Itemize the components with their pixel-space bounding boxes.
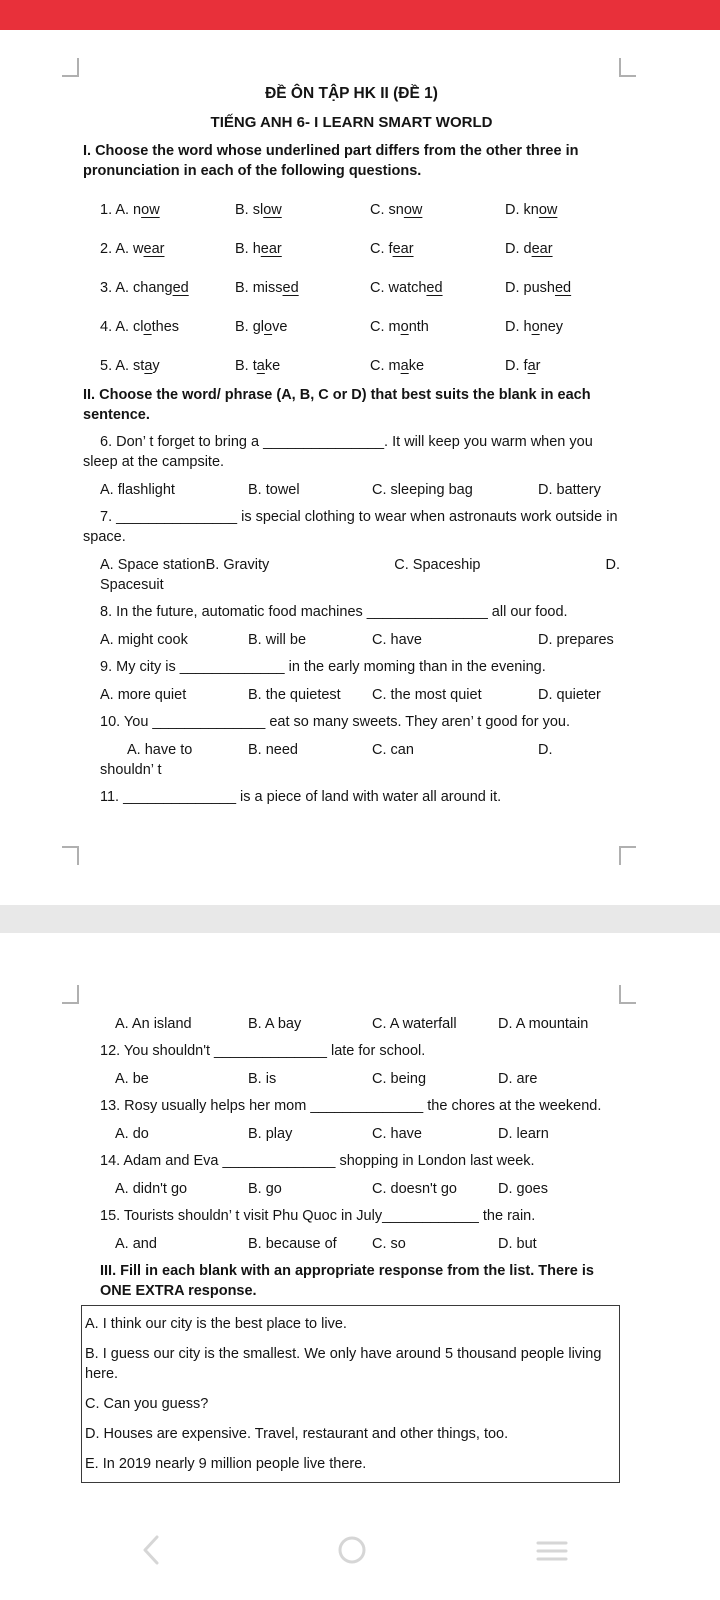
response-item-c: C. Can you guess? <box>85 1396 209 1412</box>
text-segment: D. f <box>505 358 528 374</box>
option-b: B. will be <box>248 632 307 648</box>
response-item-b: B. I guess our city is the smallest. We only have around 5 thousand people living here. <box>85 1346 602 1382</box>
corner-mark-icon <box>62 985 79 1004</box>
text-segment: ve <box>272 319 288 335</box>
text-segment: C. sn <box>370 202 404 218</box>
question-9-options <box>83 685 620 705</box>
question-8-stem: 8. In the future, automatic food machines _______________ all our food. <box>100 604 568 620</box>
option-a: A. be <box>115 1071 149 1087</box>
option-d: D. are <box>498 1071 538 1087</box>
doc-subtitle: TIẾNG ANH 6- I LEARN SMART WORLD <box>210 114 493 131</box>
option-d-label: D. <box>538 742 553 758</box>
text-segment: r <box>535 358 541 374</box>
underlined-segment: ow <box>403 202 423 218</box>
text-segment: A. chang <box>115 280 173 296</box>
text-segment: C. m <box>370 319 401 335</box>
pron-question-row <box>83 239 620 259</box>
underlined-segment: ed <box>282 280 299 296</box>
option-a: A. more quiet <box>100 687 187 703</box>
option-c: C. have <box>372 1126 422 1142</box>
underlined-segment: ow <box>538 202 558 218</box>
text-segment: B. miss <box>235 280 283 296</box>
option-a: A. flashlight <box>100 482 175 498</box>
pron-question-row <box>83 356 620 376</box>
question-7-stem: 7. _______________ is special clothing to wear when astronauts work outside in space. <box>83 509 618 545</box>
question-8-options <box>83 630 620 650</box>
back-button[interactable] <box>132 1530 172 1570</box>
option-d: D. A mountain <box>498 1016 589 1032</box>
pron-q2-option-c <box>370 239 505 259</box>
text-segment: nth <box>408 319 429 335</box>
pron-q4-option-b <box>235 317 370 337</box>
underlined-segment: o <box>143 319 152 335</box>
underlined-segment: a <box>256 358 265 374</box>
text-segment: D. push <box>505 280 555 296</box>
underlined-segment: ear <box>531 241 553 257</box>
question-15-stem: 15. Tourists shouldn’ t visit Phu Quoc in July____________ the rain. <box>100 1208 536 1224</box>
question-10-options-line2: shouldn’ t <box>100 762 162 778</box>
option-a: A. have to <box>127 742 193 758</box>
option-d: D. battery <box>538 482 601 498</box>
text-segment: D. kn <box>505 202 539 218</box>
text-segment: ke <box>408 358 425 374</box>
corner-mark-icon <box>62 846 79 865</box>
underlined-segment: ear <box>143 241 165 257</box>
option-b: B. towel <box>248 482 300 498</box>
question-13-options <box>83 1124 620 1144</box>
menu-lines-icon <box>532 1530 572 1570</box>
pron-q5-option-d <box>505 356 620 376</box>
pron-q1-option-d <box>505 200 620 220</box>
question-15-options <box>83 1234 620 1254</box>
corner-mark-icon <box>619 846 636 865</box>
underlined-segment: o <box>264 319 273 335</box>
question-12-stem: 12. You shouldn't ______________ late for school. <box>100 1043 426 1059</box>
option-a: A. An island <box>115 1016 192 1032</box>
option-d: D. but <box>498 1236 537 1252</box>
underlined-segment: a <box>400 358 409 374</box>
option-a: A. and <box>115 1236 157 1252</box>
question-13-stem: 13. Rosy usually helps her mom ______________ the chores at the weekend. <box>100 1098 602 1114</box>
option-c: C. A waterfall <box>372 1016 457 1032</box>
text-segment: D. h <box>505 319 532 335</box>
underlined-segment: o <box>400 319 409 335</box>
option-c: C. so <box>372 1236 406 1252</box>
option-c: C. doesn't go <box>372 1181 457 1197</box>
option-c: C. have <box>372 632 422 648</box>
option-c: C. the most quiet <box>372 687 482 703</box>
chevron-left-icon <box>132 1530 172 1570</box>
question-6-options <box>83 480 620 500</box>
underlined-segment: ow <box>263 202 282 218</box>
corner-mark-icon <box>619 985 636 1004</box>
option-d: D. quieter <box>538 687 601 703</box>
pron-q5-option-c <box>370 356 505 376</box>
pron-q2-option-b <box>235 239 370 259</box>
pron-q5-option-b <box>235 356 370 376</box>
text-segment: C. f <box>370 241 393 257</box>
recents-button[interactable] <box>532 1530 572 1570</box>
question-number: 5. <box>100 358 113 374</box>
underlined-segment: ed <box>554 280 572 296</box>
question-6-stem: 6. Don’ t forget to bring a _______________. It will keep you warm when you sleep at the campsite. <box>83 434 593 470</box>
underlined-segment: a <box>527 358 536 374</box>
option-a: A. do <box>115 1126 149 1142</box>
question-7-options-line1 <box>83 555 620 575</box>
question-number: 1. <box>100 202 113 218</box>
navigation-bar <box>0 1528 720 1572</box>
underlined-segment: ear <box>260 241 282 257</box>
text-segment: B. sl <box>235 202 264 218</box>
option-c: C. being <box>372 1071 427 1087</box>
pron-q3-option-c <box>370 278 505 298</box>
question-number: 3. <box>100 280 113 296</box>
response-item-a: A. I think our city is the best place to live. <box>85 1316 347 1332</box>
underlined-segment: ear <box>392 241 414 257</box>
question-number: 4. <box>100 319 113 335</box>
question-10-stem: 10. You ______________ eat so many sweets. They aren’ t good for you. <box>100 714 570 730</box>
text-segment: B. t <box>235 358 257 374</box>
question-number: 2. <box>100 241 113 257</box>
pron-q4-option-c <box>370 317 505 337</box>
section1-heading: I. Choose the word whose underlined part differs from the other three in pronunciation in each of the following questions. <box>83 143 579 179</box>
option-d: D. goes <box>498 1181 548 1197</box>
option-b: B. is <box>248 1071 277 1087</box>
pron-q3-option-b <box>235 278 370 298</box>
option-d-label: D. <box>605 557 620 573</box>
question-11-stem: 11. ______________ is a piece of land with water all around it. <box>100 789 502 805</box>
page-separator <box>0 905 720 933</box>
corner-mark-icon <box>62 58 79 77</box>
option-a: A. might cook <box>100 632 188 648</box>
text-segment: ke <box>264 358 281 374</box>
option-c: C. sleeping bag <box>372 482 473 498</box>
pron-q5-option-a <box>100 356 235 376</box>
option-a-b: A. Space stationB. Gravity <box>100 557 270 573</box>
pron-q2-option-d <box>505 239 620 259</box>
question-14-options <box>83 1179 620 1199</box>
text-segment: ney <box>539 319 564 335</box>
pron-q3-option-d <box>505 278 620 298</box>
pron-q1-option-a <box>100 200 235 220</box>
pron-question-row <box>83 200 620 220</box>
pron-q2-option-a <box>100 239 235 259</box>
text-segment: C. watch <box>370 280 427 296</box>
pron-question-row <box>83 317 620 337</box>
underlined-segment: o <box>531 319 540 335</box>
option-b: B. go <box>248 1181 282 1197</box>
question-11-options <box>83 1014 620 1034</box>
text-segment: B. h <box>235 241 261 257</box>
response-item-d: D. Houses are expensive. Travel, restaurant and other things, too. <box>85 1426 509 1442</box>
doc-title: ĐỀ ÔN TẬP HK II (ĐỀ 1) <box>265 85 438 102</box>
question-9-stem: 9. My city is _____________ in the early moming than in the evening. <box>100 659 546 675</box>
underlined-segment: ed <box>426 280 443 296</box>
pron-q1-option-c <box>370 200 505 220</box>
text-segment: B. gl <box>235 319 265 335</box>
option-b: B. play <box>248 1126 293 1142</box>
circle-icon <box>332 1530 372 1570</box>
section2-heading: II. Choose the word/ phrase (A, B, C or D) that best suits the blank in each sentence. <box>83 387 591 423</box>
pron-q3-option-a <box>100 278 235 298</box>
text-segment: D. d <box>505 241 532 257</box>
text-segment: thes <box>151 319 180 335</box>
home-button[interactable] <box>332 1530 372 1570</box>
pron-q1-option-b <box>235 200 370 220</box>
status-bar <box>0 0 720 30</box>
pron-q4-option-a <box>100 317 235 337</box>
option-b: B. need <box>248 742 298 758</box>
option-b: B. A bay <box>248 1016 302 1032</box>
responses-box <box>81 1305 620 1483</box>
underlined-segment: ed <box>172 280 189 296</box>
corner-mark-icon <box>619 58 636 77</box>
document-scroll-area[interactable] <box>0 30 720 1490</box>
underlined-segment: a <box>144 358 153 374</box>
text-segment: y <box>152 358 160 374</box>
text-segment: A. st <box>115 358 145 374</box>
response-item-e: E. In 2019 nearly 9 million people live there. <box>85 1456 367 1472</box>
underlined-segment: ow <box>141 202 160 218</box>
option-c: C. Spaceship <box>394 557 481 573</box>
question-12-options <box>83 1069 620 1089</box>
page-1 <box>0 30 720 905</box>
pron-q4-option-d <box>505 317 620 337</box>
pron-question-row <box>83 278 620 298</box>
option-b: B. because of <box>248 1236 337 1252</box>
question-14-stem: 14. Adam and Eva ______________ shopping in London last week. <box>100 1153 535 1169</box>
option-d: D. prepares <box>538 632 614 648</box>
option-d: D. learn <box>498 1126 549 1142</box>
text-segment: C. m <box>370 358 401 374</box>
option-b: B. the quietest <box>248 687 341 703</box>
page-2 <box>0 933 720 1490</box>
text-segment: A. w <box>115 241 144 257</box>
option-c: C. can <box>372 742 414 758</box>
text-segment: A. cl <box>115 319 144 335</box>
section3-heading: III. Fill in each blank with an appropriate response from the list. There is ONE EXTRA response. <box>100 1263 594 1299</box>
question-7-options-line2: Spacesuit <box>100 577 164 593</box>
text-segment: A. n <box>115 202 142 218</box>
option-a: A. didn't go <box>115 1181 188 1197</box>
question-10-options-line1 <box>83 740 620 760</box>
